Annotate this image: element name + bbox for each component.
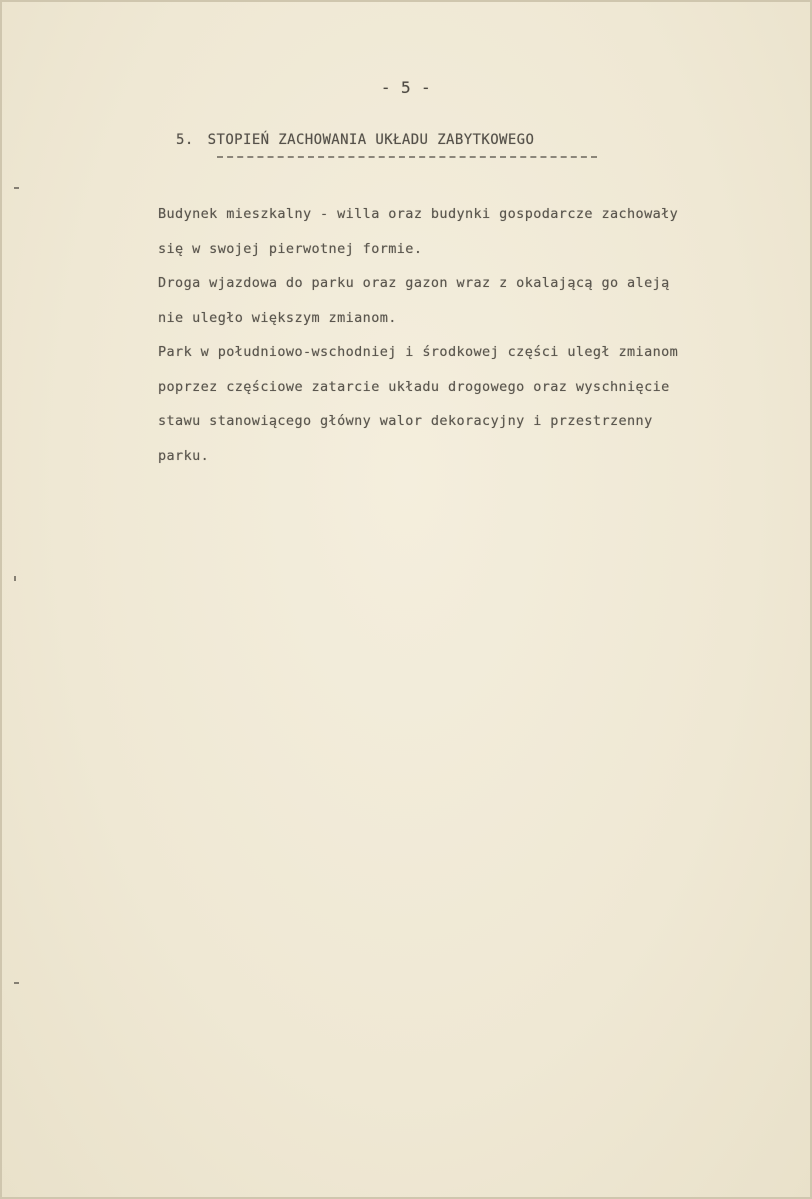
margin-mark [14,576,16,581]
section-title: STOPIEŃ ZACHOWANIA UKŁADU ZABYTKOWEGO [207,132,535,148]
section-number: 5. [176,132,194,148]
body-line: parku. [158,447,210,464]
body-paragraph [158,197,798,473]
page-number: - 5 - [380,78,432,97]
margin-mark [14,982,19,984]
margin-mark [14,187,19,189]
body-line: się w swojej pierwotnej formie. [158,240,423,257]
body-line: nie uległo większym zmianom. [158,309,397,326]
body-line: Budynek mieszkalny - willa oraz budynki gospodarcze zachowały [158,206,679,222]
body-line: stawu stanowiącego główny walor dekoracyjny i przestrzenny [158,413,653,429]
body-line: poprzez częściowe zatarcie układu drogowego oraz wyschnięcie [158,378,670,395]
section-heading [176,132,534,148]
body-line: Droga wjazdowa do parku oraz gazon wraz z okalającą go aleją [158,275,670,291]
body-line: Park w południowo-wschodniej i środkowej części uległ zmianom [158,344,679,360]
heading-underline [217,156,597,158]
